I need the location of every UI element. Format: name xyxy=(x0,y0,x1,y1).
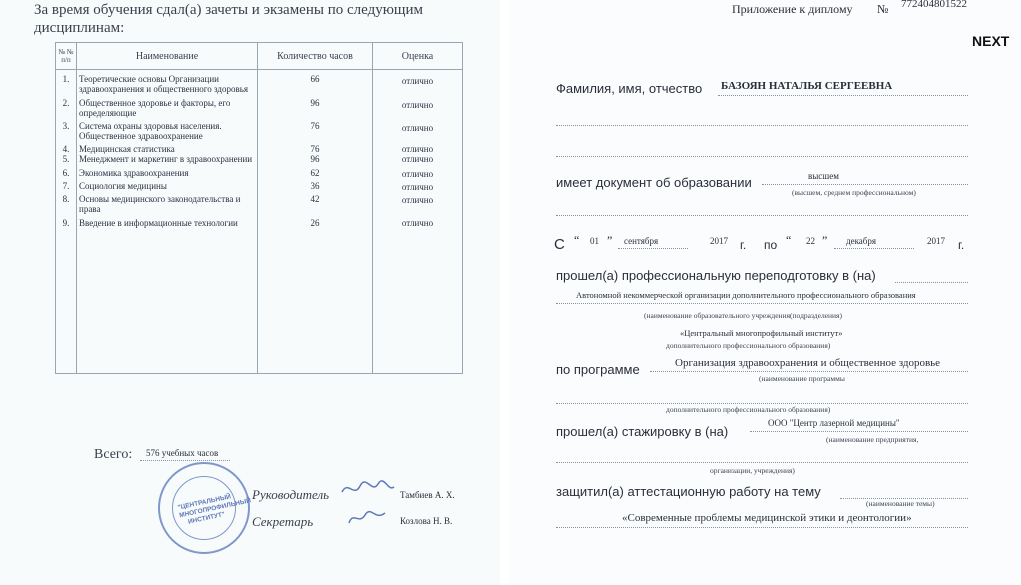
row-num: 3. xyxy=(56,118,77,141)
row-hours: 42 xyxy=(258,192,373,214)
blank-line xyxy=(556,215,968,216)
row-name: Общественное здоровье и факторы, его определяющие xyxy=(77,94,258,118)
courses-heading-line2: дисциплинам: xyxy=(34,20,125,36)
program-value: Организация здравоохранения и общественное здоровье xyxy=(675,357,941,369)
row-grade: отлично xyxy=(373,118,463,141)
row-hours: 76 xyxy=(258,141,373,154)
row-grade: отлично xyxy=(373,214,463,374)
row-name: Социология медицины xyxy=(77,179,258,192)
row-hours: 66 xyxy=(258,70,373,95)
thesis-underline xyxy=(556,527,968,528)
name-line xyxy=(718,95,968,96)
table-row xyxy=(56,179,463,192)
internship-label: прошел(а) стажировку в (на) xyxy=(556,424,729,439)
institute-stamp xyxy=(158,462,250,554)
org-line1-underline xyxy=(556,303,968,304)
row-grade: отлично xyxy=(373,141,463,154)
org-caption2: дополнительного профессионального образования) xyxy=(666,341,831,350)
year-to: 2017 xyxy=(927,236,945,246)
diploma-number: 772404801522 xyxy=(901,0,967,10)
row-name: Экономика здравоохранения xyxy=(77,164,258,179)
org-line1: Автономной некоммерческой организации дополнительного профессионального образования xyxy=(576,290,916,300)
table-row xyxy=(56,118,463,141)
day-from: 01 xyxy=(590,236,599,246)
row-num: 8. xyxy=(56,192,77,214)
total-line xyxy=(140,460,230,461)
row-hours: 96 xyxy=(258,94,373,118)
secretary-signature xyxy=(345,507,390,529)
quote-open: “ xyxy=(786,233,792,247)
row-hours: 26 xyxy=(258,214,373,374)
row-num: 5. xyxy=(56,154,77,164)
internship-line xyxy=(750,431,968,432)
internship-caption2: организации, учреждения) xyxy=(710,466,795,475)
table-row xyxy=(56,154,463,164)
row-name: Медицинская статистика xyxy=(77,141,258,154)
director-signature xyxy=(338,478,398,500)
row-num: 2. xyxy=(56,94,77,118)
number-sign: № xyxy=(877,2,889,16)
quote-close: ” xyxy=(822,233,828,247)
edu-level-caption: (высшем, среднем профессиональном) xyxy=(792,188,916,197)
next-button[interactable]: NEXT xyxy=(968,33,1013,49)
org-line2: «Центральный многопрофильный институт» xyxy=(680,328,843,338)
thesis-value: «Современные проблемы медицинской этики и деонтологии» xyxy=(622,512,912,524)
total-label: Всего: xyxy=(94,447,133,462)
edu-level: высшем xyxy=(808,171,839,181)
row-num: 7. xyxy=(56,179,77,192)
row-num: 1. xyxy=(56,70,77,95)
month-to: декабря xyxy=(846,236,877,246)
row-num: 4. xyxy=(56,141,77,154)
row-hours: 62 xyxy=(258,164,373,179)
month-from-line xyxy=(618,248,688,249)
row-grade: отлично xyxy=(373,94,463,118)
date-from-prefix: С xyxy=(554,236,565,253)
row-name: Менеджмент и маркетинг в здравоохранении xyxy=(77,154,258,164)
name-value: БАЗОЯН НАТАЛЬЯ СЕРГЕЕВНА xyxy=(721,80,893,92)
internship-caption: (наименование предприятия, xyxy=(826,435,919,444)
thesis-caption: (наименование темы) xyxy=(866,499,935,508)
row-grade: отлично xyxy=(373,192,463,214)
row-grade: отлично xyxy=(373,70,463,95)
table-header-row xyxy=(56,43,463,70)
table-row xyxy=(56,164,463,179)
program-caption2: дополнительного профессионального образования) xyxy=(666,405,831,414)
to-word: по xyxy=(764,238,778,252)
quote-close: ” xyxy=(607,233,613,247)
secretary-label: Секретарь xyxy=(252,514,314,529)
appendix-label: Приложение к диплому xyxy=(732,2,853,16)
row-name: Система охраны здоровья населения. Общественное здравоохранение xyxy=(77,118,258,141)
row-name: Основы медицинского законодательства и права xyxy=(77,192,258,214)
col-name-header: Наименование xyxy=(77,43,258,70)
col-num-header: № № п/п xyxy=(56,43,77,70)
right-page xyxy=(510,0,1021,585)
day-to: 22 xyxy=(806,236,815,246)
retraining-line xyxy=(895,282,968,283)
secretary-name: Козлова Н. В. xyxy=(400,516,453,526)
row-grade: отлично xyxy=(373,179,463,192)
row-num: 9. xyxy=(56,214,77,374)
table-row xyxy=(56,141,463,154)
table-row xyxy=(56,70,463,95)
col-grade-header: Оценка xyxy=(373,43,463,70)
row-grade: отлично xyxy=(373,154,463,164)
edu-level-line xyxy=(762,184,968,185)
month-from: сентября xyxy=(624,236,659,246)
left-page xyxy=(0,0,500,585)
table-row xyxy=(56,214,463,374)
row-hours: 36 xyxy=(258,179,373,192)
director-name: Тамбиев А. Х. xyxy=(400,490,455,500)
table-row xyxy=(56,94,463,118)
month-to-line xyxy=(834,248,914,249)
quote-open: “ xyxy=(574,233,580,247)
edu-doc-label: имеет документ об образовании xyxy=(556,175,752,190)
row-name: Теоретические основы Организации здравоохранения и общественного здоровья xyxy=(77,70,258,95)
grades-table xyxy=(55,42,463,374)
stamp-inner-ring xyxy=(172,476,252,540)
row-num: 6. xyxy=(56,164,77,179)
thesis-label: защитил(а) аттестационную работу на тему xyxy=(556,484,821,499)
org-caption: (наименование образовательного учреждения(подразделения) xyxy=(644,311,842,320)
g2: г. xyxy=(958,238,965,252)
internship-line2 xyxy=(556,462,968,463)
courses-heading: За время обучения сдал(а) зачеты и экзамены по следующим xyxy=(34,2,423,18)
director-label: Руководитель xyxy=(252,487,330,502)
row-grade: отлично xyxy=(373,164,463,179)
program-line2 xyxy=(556,403,968,404)
stamp-text: "ЦЕНТРАЛЬНЫЙ МНОГОПРОФИЛЬНЫЙ ИНСТИТУТ" xyxy=(177,493,252,526)
row-name: Введение в информационные технологии xyxy=(77,214,258,374)
g1: г. xyxy=(740,238,747,252)
total-value: 576 учебных часов xyxy=(146,448,219,458)
internship-value: ООО "Центр лазерной медицины" xyxy=(768,418,900,428)
row-hours: 76 xyxy=(258,118,373,141)
table-row xyxy=(56,192,463,214)
name-label: Фамилия, имя, отчество xyxy=(556,81,703,96)
retraining-label: прошел(а) профессиональную переподготовку в (на) xyxy=(556,268,876,283)
col-hours-header: Количество часов xyxy=(258,43,373,70)
program-line xyxy=(650,371,968,372)
program-caption: (наименование программы xyxy=(759,374,845,383)
program-label: по программе xyxy=(556,362,640,377)
year-from: 2017 xyxy=(710,236,728,246)
blank-line xyxy=(556,125,968,126)
blank-line xyxy=(556,156,968,157)
row-hours: 96 xyxy=(258,154,373,164)
